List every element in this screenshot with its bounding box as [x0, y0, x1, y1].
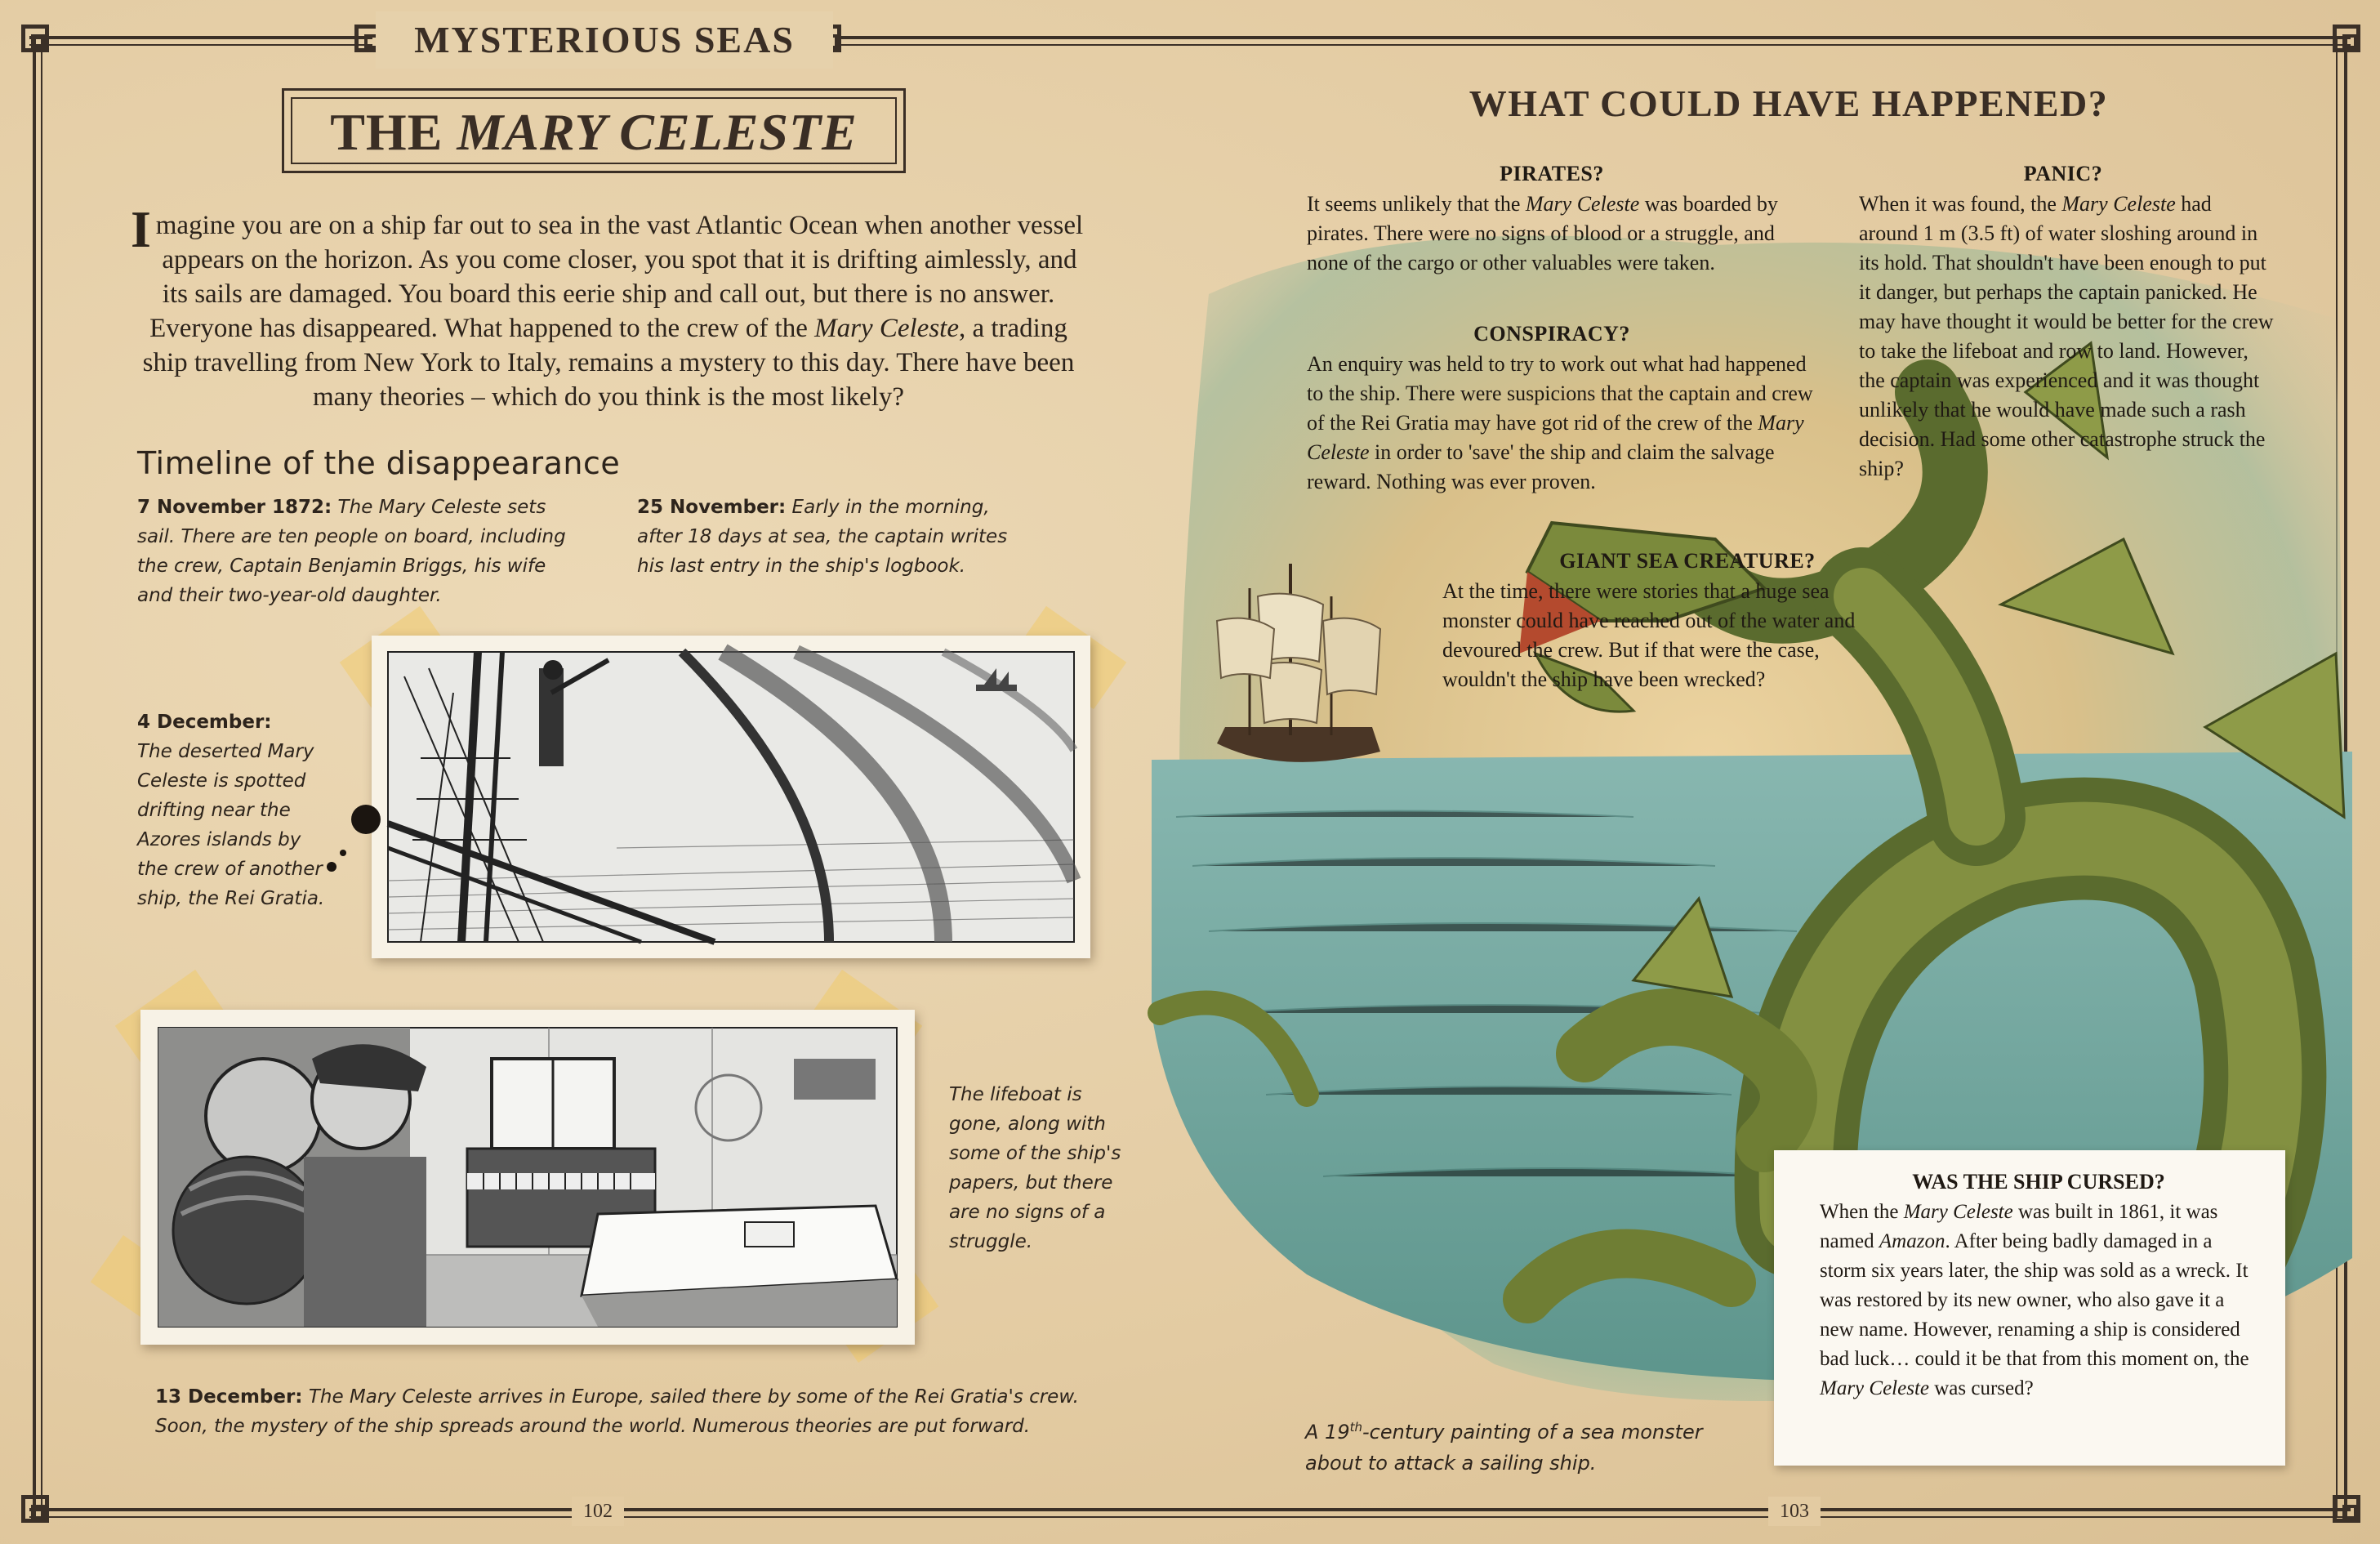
timeline-entry-4: [949, 1080, 1129, 1256]
cursed-text-1: When the: [1820, 1201, 1904, 1223]
frame-bottom-line-thin: [29, 1516, 2351, 1518]
frame-top-right-line-thin: [836, 44, 2351, 46]
page-title: [291, 97, 897, 164]
timeline-entry-5: [155, 1382, 1094, 1441]
timeline-date-5: 13 December:: [155, 1386, 303, 1408]
frame-top-right-line: [836, 36, 2351, 39]
timeline-date-2: 25 November:: [637, 497, 787, 518]
sea-creature-heading: GIANT SEA CREATURE?: [1559, 549, 1816, 573]
cabin-illustration: [140, 1010, 915, 1345]
page-number-left: 102: [572, 1497, 624, 1526]
intro-paragraph: [131, 200, 1086, 414]
timeline-text-1: The Mary Celeste sets sail. There are ten people on board, including the crew, Captain Benjamin Briggs, his wife and their two-year-old daughter.: [137, 497, 566, 606]
intro-text: magine you are on a ship far out to sea in the vast Atlantic Ocean when another vessel appears on the horizon. As you come closer, you spot that it is drifting aimlessly, and its sails are damaged. You board this eerie ship and call out, but there is no answer. Everyone has disappeared. What happened to the crew of the: [149, 211, 1084, 343]
caption-text-1: A 19: [1305, 1421, 1350, 1444]
intro-italic: Mary Celeste: [814, 314, 959, 343]
frame-bottom-line: [29, 1508, 2351, 1511]
conspiracy-text-2: in order to 'save' the ship and claim the salvage reward. Nothing was ever proven.: [1307, 440, 1775, 493]
cursed-italic-1: Mary Celeste: [1903, 1201, 2013, 1223]
panic-text: [1859, 190, 2275, 484]
pirates-text: [1307, 190, 1813, 278]
timeline-entry-1: [137, 493, 578, 610]
conspiracy-text: [1307, 350, 1813, 497]
intro-text-2: , a trading ship travelling from New York to Italy, remains a mystery to this day. There have been many theories – which do you think is the most likely?: [142, 314, 1075, 412]
timeline-heading: Timeline of the disappearance: [137, 445, 621, 481]
corner-ornament-bottom-left: [21, 1495, 49, 1523]
timeline-text-2: Early in the morning, after 18 days at sea, the captain writes his last entry in the ship's logbook.: [637, 497, 1008, 577]
cursed-italic-2: Amazon: [1879, 1230, 1945, 1252]
page-number-right: 103: [1768, 1497, 1821, 1526]
timeline-text-5: The Mary Celeste arrives in Europe, sailed there by some of the Rei Gratia's crew. Soon, the mystery of the ship spreads around the world. Numerous theories are put forward.: [155, 1386, 1079, 1437]
pirates-heading: PIRATES?: [1500, 162, 1604, 185]
painting-caption: [1305, 1412, 1730, 1479]
conspiracy-heading: CONSPIRACY?: [1473, 322, 1630, 346]
conspiracy-italic: Mary Celeste: [1307, 411, 1804, 464]
panic-text-1: When it was found, the: [1859, 192, 2062, 216]
timeline-date-1: 7 November 1872:: [137, 497, 332, 518]
frame-top-left-line-thin: [29, 44, 372, 46]
caption-text-2: -century painting of a sea monster about to attack a sailing ship.: [1305, 1421, 1703, 1475]
pirates-text-2: was boarded by pirates. There were no signs of blood or a struggle, and none of the cargo or other valuables were taken.: [1307, 192, 1778, 274]
cursed-text-2: was built in 1861, it was named: [1820, 1201, 2218, 1252]
timeline-text-3: The deserted Mary Celeste is spotted drifting near the Azores islands by the crew of another ship, the Rei Gratia.: [137, 741, 325, 909]
cursed-heading: WAS THE SHIP CURSED?: [1912, 1170, 2165, 1194]
corner-ornament-top-right: [2333, 25, 2360, 52]
photo-cabin-interior: [140, 1010, 915, 1345]
panic-heading: PANIC?: [2023, 162, 2103, 185]
caption-superscript: th: [1349, 1420, 1362, 1435]
pirates-text-1: It seems unlikely that the: [1307, 192, 1526, 216]
cursed-text-3: . After being badly damaged in a storm six years later, the ship was sold as a wreck. It was restored by its new owner, who also gave it a new name. However, renaming a ship is considered bad luck… could it be that from this moment on, the: [1820, 1230, 2249, 1370]
timeline-entry-3: [137, 707, 333, 913]
ink-splatter: [327, 862, 336, 872]
panic-italic: Mary Celeste: [2061, 192, 2176, 216]
rigging-illustration: [372, 636, 1090, 958]
frame-left-line: [33, 36, 36, 1516]
sea-creature-text: At the time, there were stories that a huge sea monster could have reached out of the water and devoured the crew. But if that were the case, wouldn't the ship have been wrecked?: [1442, 579, 1856, 691]
cursed-text-4: was cursed?: [1928, 1377, 2034, 1399]
cursed-panel: [1774, 1150, 2285, 1466]
title-italic: MARY CELESTE: [457, 103, 858, 161]
title-prefix: THE: [330, 103, 457, 161]
conspiracy-text-1: An enquiry was held to try to work out what had happened to the ship. There were suspicions that the captain and crew of the Rei Gratia may have got rid of the crew of the: [1307, 352, 1813, 435]
timeline-date-3: 4 December:: [137, 712, 272, 733]
ink-blot: [351, 805, 381, 834]
running-head: MYSTERIOUS SEAS: [376, 11, 833, 69]
corner-ornament-top-left: [21, 25, 49, 52]
ink-splatter: [340, 850, 346, 856]
panic-text-2: had around 1 m (3.5 ft) of water sloshing around in its hold. That shouldn't have been enough to put it danger, but perhaps the captain panicked. He may have thought it would be better for the crew to take the lifeboat and row to land. However, the captain was experienced and it was thought unlikely that he would have made such a rash decision. Had some other catastrophe struck the ship?: [1859, 192, 2274, 480]
frame-left-line-thin: [41, 36, 42, 1516]
photo-ship-rigging: [372, 636, 1090, 958]
cursed-text: [1820, 1198, 2257, 1403]
drop-cap: I: [131, 200, 151, 258]
frame-top-left-line: [29, 36, 372, 39]
right-page-title: WHAT COULD HAVE HAPPENED?: [1469, 83, 2109, 124]
corner-ornament-bottom-right: [2333, 1495, 2360, 1523]
pirates-italic: Mary Celeste: [1525, 192, 1640, 216]
timeline-text-4: The lifeboat is gone, along with some of the ship's papers, but there are no signs of a struggle.: [949, 1084, 1121, 1252]
timeline-entry-2: [637, 493, 1029, 581]
cursed-italic-3: Mary Celeste: [1820, 1377, 1929, 1399]
title-box: [282, 88, 906, 173]
